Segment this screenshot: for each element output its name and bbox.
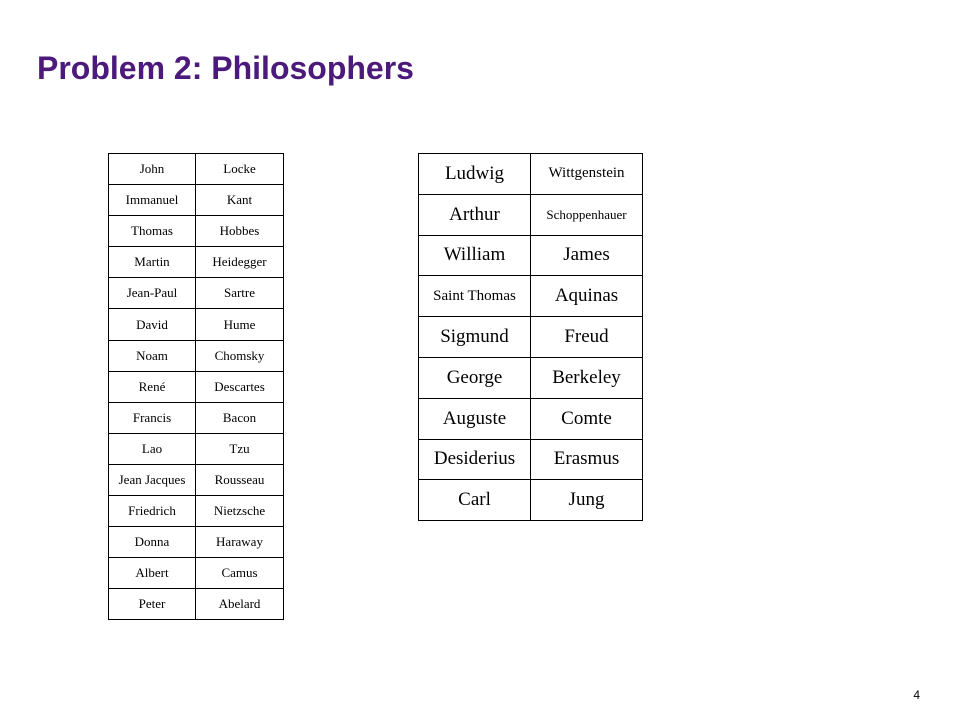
- last-name-cell: Erasmus: [531, 439, 643, 480]
- table-row: [109, 185, 284, 216]
- table-row: [109, 589, 284, 620]
- table-row: [419, 194, 643, 235]
- last-name-cell: Rousseau: [196, 464, 284, 495]
- last-name-cell: James: [531, 235, 643, 276]
- first-name-cell: Jean-Paul: [109, 278, 196, 309]
- first-name-cell: Martin: [109, 247, 196, 278]
- table-row: [419, 357, 643, 398]
- philosophers-table-right: [418, 153, 643, 521]
- first-name-cell: George: [419, 357, 531, 398]
- first-name-cell: Sigmund: [419, 317, 531, 358]
- philosophers-table-right-body: [419, 154, 643, 521]
- first-name-cell: Saint Thomas: [419, 276, 531, 317]
- table-row: [419, 480, 643, 521]
- slide-title: Problem 2: Philosophers: [37, 50, 414, 86]
- philosophers-table-left-body: [109, 154, 284, 620]
- table-row: [109, 464, 284, 495]
- table-row: [419, 317, 643, 358]
- last-name-cell: Locke: [196, 154, 284, 185]
- first-name-cell: John: [109, 154, 196, 185]
- first-name-cell: Lao: [109, 433, 196, 464]
- table-row: [109, 309, 284, 340]
- table-row: [419, 154, 643, 195]
- table-row: [109, 558, 284, 589]
- last-name-cell: Aquinas: [531, 276, 643, 317]
- table-row: [109, 154, 284, 185]
- last-name-cell: Berkeley: [531, 357, 643, 398]
- first-name-cell: Francis: [109, 402, 196, 433]
- table-row: [419, 439, 643, 480]
- first-name-cell: Ludwig: [419, 154, 531, 195]
- last-name-cell: Sartre: [196, 278, 284, 309]
- table-row: [109, 402, 284, 433]
- table-row: [109, 371, 284, 402]
- page-number: 4: [913, 688, 920, 702]
- first-name-cell: Desiderius: [419, 439, 531, 480]
- last-name-cell: Haraway: [196, 527, 284, 558]
- first-name-cell: Friedrich: [109, 496, 196, 527]
- last-name-cell: Nietzsche: [196, 496, 284, 527]
- table-row: [109, 216, 284, 247]
- last-name-cell: Kant: [196, 185, 284, 216]
- table-row: [109, 247, 284, 278]
- first-name-cell: David: [109, 309, 196, 340]
- first-name-cell: Jean Jacques: [109, 464, 196, 495]
- last-name-cell: Abelard: [196, 589, 284, 620]
- last-name-cell: Heidegger: [196, 247, 284, 278]
- first-name-cell: Noam: [109, 340, 196, 371]
- first-name-cell: Donna: [109, 527, 196, 558]
- last-name-cell: Jung: [531, 480, 643, 521]
- table-row: [419, 398, 643, 439]
- table-row: [109, 433, 284, 464]
- table-row: [419, 235, 643, 276]
- table-row: [109, 496, 284, 527]
- first-name-cell: William: [419, 235, 531, 276]
- table-row: [419, 276, 643, 317]
- first-name-cell: Thomas: [109, 216, 196, 247]
- first-name-cell: Immanuel: [109, 185, 196, 216]
- last-name-cell: Camus: [196, 558, 284, 589]
- first-name-cell: Arthur: [419, 194, 531, 235]
- table-row: [109, 278, 284, 309]
- last-name-cell: Bacon: [196, 402, 284, 433]
- first-name-cell: Carl: [419, 480, 531, 521]
- last-name-cell: Wittgenstein: [531, 154, 643, 195]
- last-name-cell: Schoppenhauer: [531, 194, 643, 235]
- last-name-cell: Descartes: [196, 371, 284, 402]
- first-name-cell: Albert: [109, 558, 196, 589]
- last-name-cell: Tzu: [196, 433, 284, 464]
- last-name-cell: Hume: [196, 309, 284, 340]
- philosophers-table-left: [108, 153, 284, 620]
- last-name-cell: Freud: [531, 317, 643, 358]
- last-name-cell: Chomsky: [196, 340, 284, 371]
- last-name-cell: Hobbes: [196, 216, 284, 247]
- last-name-cell: Comte: [531, 398, 643, 439]
- first-name-cell: Auguste: [419, 398, 531, 439]
- table-row: [109, 340, 284, 371]
- table-row: [109, 527, 284, 558]
- first-name-cell: Peter: [109, 589, 196, 620]
- first-name-cell: René: [109, 371, 196, 402]
